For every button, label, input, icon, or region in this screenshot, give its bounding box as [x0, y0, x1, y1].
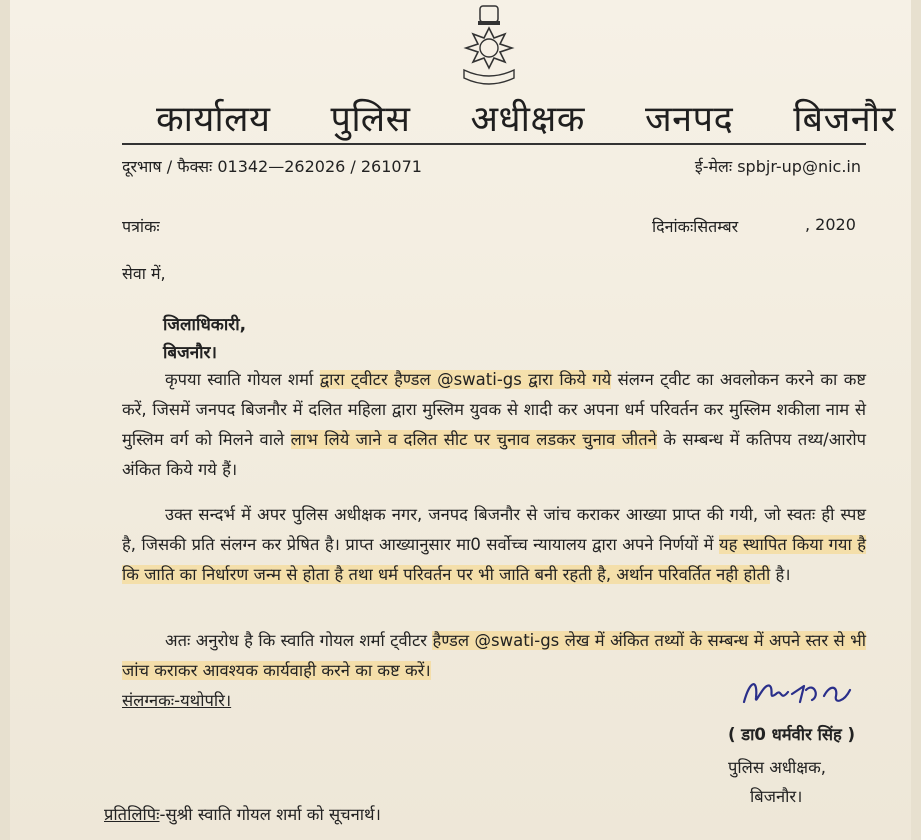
- highlighted-text: लाभ लिये जाने व दलित सीट पर चुनाव लडकर चुनाव जीतने: [290, 430, 657, 449]
- date-label: दिनांकःसितम्बर: [652, 217, 739, 236]
- office-title: [126, 92, 896, 142]
- enclosure-note: संलग्नकः-यथोपरि।: [122, 691, 232, 710]
- highlighted-text: हैण्डल @swati-gs लेख में अंकित तथ्यों के सम्बन्ध में अपने स्तर से भी जांच कराकर आवश्यक कार्यवाही करने का कष्ट करें।: [122, 631, 867, 680]
- signatory-name: ( डा0 धर्मवीर सिंह ): [728, 725, 856, 744]
- copy-label: प्रतिलिपिः: [104, 805, 160, 824]
- text-run: है।: [770, 565, 791, 584]
- signatory-title: पुलिस अधीक्षक,: [728, 758, 827, 777]
- text-run: अतः अनुरोध है कि स्वाति गोयल शर्मा ट्वीटर: [165, 631, 433, 650]
- text-run: उक्त सन्दर्भ में अपर पुलिस अधीक्षक नगर, जनपद बिजनौर से जांच कराकर आख्या प्राप्त की गयी, जो स्वतः ही स्पष्ट है, जिसकी प्रति संलग्न कर प्रेषित है। प्राप्त आख्यानुसार मा0 सर्वोच्च न्यायालय द्वारा अपने निर्णयों में: [122, 505, 866, 554]
- title-word: बिजनौर: [793, 98, 896, 140]
- police-emblem-icon: [458, 4, 520, 88]
- highlighted-text: द्वारा ट्वीटर हैण्डल @swati-gs द्वारा किये गये: [319, 370, 612, 389]
- salutation: सेवा में,: [122, 264, 166, 283]
- addressee-line-1: जिलाधिकारी,: [163, 315, 247, 335]
- paper-edge-left: [0, 0, 10, 840]
- title-word: कार्यालय: [156, 98, 271, 140]
- addressee-line-2: बिजनौर।: [163, 343, 217, 363]
- text-run: के सम्बन्ध में कतिपय तथ्य/आरोप अंकित किये गये हैं।: [122, 430, 866, 479]
- phone-fax-line: दूरभाष / फैक्सः 01342—262026 / 261071: [122, 157, 422, 176]
- body-paragraph-2: [122, 500, 866, 590]
- handwritten-signature-icon: [740, 672, 860, 712]
- title-word: जनपद: [644, 98, 734, 140]
- highlighted-text: यह स्थापित किया गया है कि जाति का निर्धारण जन्म से होता है तथा धर्म परिवर्तन पर भी जाति बनी रहती है, अर्थान परिवर्तित नही होती: [122, 535, 866, 584]
- text-run: संलग्न ट्वीट का अवलोकन करने का कष्ट करें, जिसमें जनपद बिजनौर में दलित महिला द्वारा मुस्लिम युवक से शादी कर अपना धर्म परिवर्तन कर मुस्लिम शकीला नाम से मुस्लिम वर्ग को मिलने वाले: [122, 370, 867, 449]
- copy-to-line: [104, 802, 381, 825]
- email-line: ई-मेलः spbjr-up@nic.in: [694, 157, 861, 176]
- text-run: कृपया स्वाति गोयल शर्मा: [165, 370, 320, 389]
- letterhead-divider: [122, 143, 866, 145]
- body-paragraph-1: [122, 365, 866, 485]
- reference-number-label: पत्रांकः: [122, 217, 160, 236]
- copy-text: -सुश्री स्वाति गोयल शर्मा को सूचनार्थ।: [159, 805, 381, 824]
- signatory-place: बिजनौर।: [750, 787, 803, 806]
- title-word: अधीक्षक: [470, 98, 585, 140]
- date-year: , 2020: [805, 215, 856, 234]
- title-word: पुलिस: [330, 98, 411, 140]
